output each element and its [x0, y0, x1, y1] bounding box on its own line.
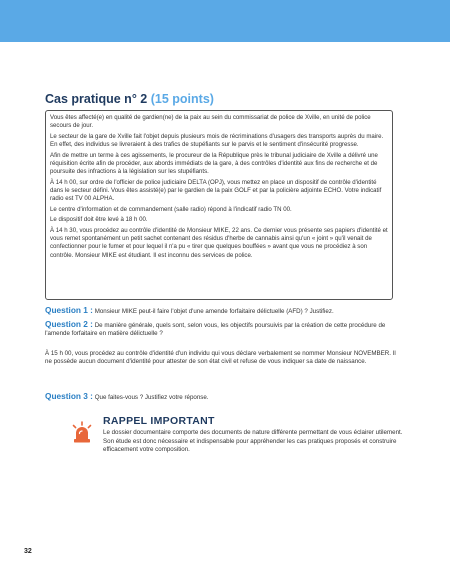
case-paragraph: Le centre d'information et de commandement (salle radio) répond à l'indicatif radio TN 00. — [50, 205, 292, 213]
question-1-text: Monsieur MIKE peut-il faire l'objet d'une amende forfaitaire délictuelle (AFD) ? Justifiez. — [94, 308, 334, 315]
question-3-label: Question 3 : — [45, 391, 93, 401]
case-paragraph: Afin de mettre un terme à ces agissements, le procureur de la République près le tribunal judiciaire de Xville a délivré une réquisition écrite afin de procéder, aux abords immédiats de la gare, à des contrôles d'identité aux fins de recherche et de poursuite des infractions à la législation sur les stupéfiants. — [50, 151, 378, 176]
case-paragraph: À 14 h 30, vous procédez au contrôle d'identité de Monsieur MIKE, 22 ans. Ce dernier vous présente ses papiers d'identité et vous remet spontanément un petit sachet contenant des résidus d'herbe de cannabis ainsi qu'un « joint » qu'il venait de confectionner pour le fumer et pour lequel il n'a pu « tirer que quelques bouffées » avant que vous ne procédiez à son contrôle. Monsieur MIKE est étudiant. Il est inconnu des services de police. — [50, 226, 388, 259]
case-paragraph: Le secteur de la gare de Xville fait l'objet depuis plusieurs mois de récriminations d'usagers des transports auprès du maire. En effet, des individus se livreraient à des trafics de stupéfiants sur le parvis et le sentiment d'insécurité progresse. — [50, 132, 384, 149]
question-2-text: De manière générale, quels sont, selon vous, les objectifs poursuivis par la création de cette procédure de l'amende forfaitaire en matière délictuelle ? — [45, 322, 386, 338]
alarm-siren-icon — [70, 421, 94, 445]
rappel-text: Le dossier documentaire comporte des documents de nature différente permettant de vous éclairer utilement. Son étude est donc nécessaire et indispensable pour appréhender les cas pratiques proposés et construire efficacement votre composition. — [103, 429, 403, 454]
scenario-paragraph: À 15 h 00, vous procédez au contrôle d'identité d'un individu qui vous déclare verbalement se nommer Monsieur NOVEMBER. Il ne possède aucun document d'identité pour attester de son état civil et refuse de vous indiquer sa date de naissance. — [45, 350, 396, 366]
question-3-text: Que faites-vous ? Justifiez votre réponse. — [94, 394, 209, 401]
question-2-label: Question 2 : — [45, 319, 93, 329]
rappel-title: RAPPEL IMPORTANT — [103, 415, 215, 427]
title-main: Cas pratique n° 2 — [45, 92, 148, 106]
page-number: 32 — [24, 548, 32, 555]
case-paragraph: Vous êtes affecté(e) en qualité de gardien(ne) de la paix au sein du commissariat de police de Xville, en unité de police secours de jour. — [50, 114, 371, 130]
case-paragraph: À 14 h 00, sur ordre de l'officier de police judiciaire DELTA (OPJ), vous mettez en place un dispositif de contrôle d'identité dans le secteur défini. Vous êtes assisté(e) par le gardien de la paix GOLF et par la policière adjointe ECHO. Votre indicatif radio est TV 00 ALPHA. — [50, 178, 382, 203]
case-description-box — [45, 110, 393, 300]
page-title — [45, 92, 214, 106]
title-points: (15 points) — [150, 92, 214, 106]
top-banner — [0, 0, 450, 42]
question-1-label: Question 1 : — [45, 305, 93, 315]
case-paragraph: Le dispositif doit être levé à 18 h 00. — [50, 216, 148, 224]
question-2 — [45, 320, 400, 339]
scenario-text — [45, 350, 400, 367]
question-1 — [45, 306, 400, 316]
question-3 — [45, 392, 400, 402]
